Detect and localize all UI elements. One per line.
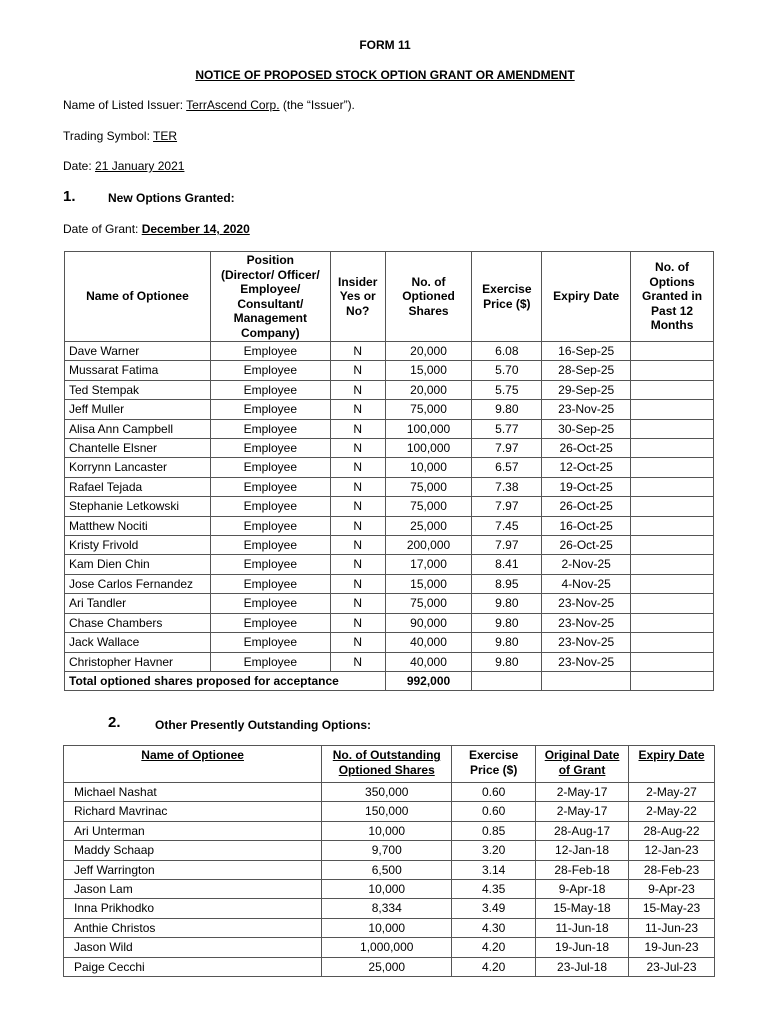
cell-position: Employee — [210, 380, 330, 399]
header-name: Name of Optionee — [65, 252, 211, 342]
cell-insider: N — [330, 497, 385, 516]
header-grant-date: Original Date of Grant — [536, 746, 629, 783]
trading-symbol: TER — [153, 129, 178, 143]
grant-date-value: December 14, 2020 — [141, 222, 250, 236]
cell-past — [631, 613, 714, 632]
table-row — [65, 361, 714, 380]
cell-past — [631, 477, 714, 496]
table-row — [64, 821, 715, 840]
table-row — [65, 516, 714, 535]
cell-price: 9.80 — [472, 652, 542, 671]
cell-grant: 2-May-17 — [536, 802, 629, 821]
table-header-row — [64, 746, 715, 783]
cell-past — [631, 361, 714, 380]
table-row — [65, 613, 714, 632]
cell-position: Employee — [210, 497, 330, 516]
cell-name: Christopher Havner — [65, 652, 211, 671]
cell-position: Employee — [210, 613, 330, 632]
cell-name: Kristy Frivold — [65, 536, 211, 555]
header-price: Exercise Price ($) — [452, 746, 536, 783]
table-row — [65, 400, 714, 419]
cell-expiry: 12-Oct-25 — [542, 458, 631, 477]
cell-position: Employee — [210, 516, 330, 535]
cell-name: Jason Lam — [64, 880, 322, 899]
issuer-line — [63, 98, 355, 112]
cell-shares: 25,000 — [322, 957, 452, 976]
header-expiry: Expiry Date — [629, 746, 715, 783]
cell-past — [631, 594, 714, 613]
cell-shares: 15,000 — [385, 361, 472, 380]
cell-insider: N — [330, 380, 385, 399]
table-row — [64, 860, 715, 879]
cell-insider: N — [330, 555, 385, 574]
cell-insider: N — [330, 652, 385, 671]
cell-grant: 19-Jun-18 — [536, 938, 629, 957]
cell-expiry: 28-Aug-22 — [629, 821, 715, 840]
grant-date-line — [63, 222, 250, 236]
cell-price: 9.80 — [472, 594, 542, 613]
cell-name: Ari Unterman — [64, 821, 322, 840]
cell-position: Employee — [210, 594, 330, 613]
cell-past — [631, 458, 714, 477]
cell-insider: N — [330, 400, 385, 419]
cell-name: Jeff Muller — [65, 400, 211, 419]
new-options-table — [64, 251, 714, 691]
cell-expiry: 9-Apr-23 — [629, 880, 715, 899]
cell-grant: 28-Aug-17 — [536, 821, 629, 840]
date-label: Date: — [63, 159, 96, 173]
cell-shares: 10,000 — [322, 880, 452, 899]
date-line — [63, 159, 184, 173]
cell-insider: N — [330, 516, 385, 535]
cell-position: Employee — [210, 439, 330, 458]
cell-expiry: 16-Sep-25 — [542, 342, 631, 361]
cell-shares: 6,500 — [322, 860, 452, 879]
header-shares: No. of Outstanding Optioned Shares — [322, 746, 452, 783]
table-row — [65, 574, 714, 593]
header-price: Exercise Price ($) — [472, 252, 542, 342]
table-header-row — [65, 252, 714, 342]
cell-position: Employee — [210, 555, 330, 574]
table-row — [64, 938, 715, 957]
cell-position: Employee — [210, 574, 330, 593]
grant-date-label: Date of Grant: — [63, 222, 142, 236]
total-label: Total optioned shares proposed for acceptance — [65, 671, 386, 690]
cell-shares: 10,000 — [322, 918, 452, 937]
section1-number: 1. — [63, 188, 76, 205]
cell-shares: 40,000 — [385, 633, 472, 652]
cell-name: Anthie Christos — [64, 918, 322, 937]
table-row — [65, 458, 714, 477]
cell-price: 3.49 — [452, 899, 536, 918]
cell-name: Jack Wallace — [65, 633, 211, 652]
cell-past — [631, 633, 714, 652]
table-row — [64, 918, 715, 937]
cell-name: Ted Stempak — [65, 380, 211, 399]
section2-title: Other Presently Outstanding Options: — [155, 718, 372, 732]
cell-price: 7.38 — [472, 477, 542, 496]
issuer-name: TerrAscend Corp. — [186, 98, 280, 112]
cell-expiry: 26-Oct-25 — [542, 536, 631, 555]
cell-name: Jason Wild — [64, 938, 322, 957]
cell-grant: 12-Jan-18 — [536, 841, 629, 860]
cell-insider: N — [330, 361, 385, 380]
section2-number: 2. — [108, 714, 121, 731]
cell-past — [631, 419, 714, 438]
cell-name: Matthew Nociti — [65, 516, 211, 535]
cell-insider: N — [330, 633, 385, 652]
cell-name: Michael Nashat — [64, 783, 322, 802]
cell-expiry: 26-Oct-25 — [542, 439, 631, 458]
cell-price: 7.97 — [472, 439, 542, 458]
cell-expiry: 2-May-27 — [629, 783, 715, 802]
cell-price: 9.80 — [472, 613, 542, 632]
cell-price: 8.95 — [472, 574, 542, 593]
cell-position: Employee — [210, 400, 330, 419]
cell-price: 4.20 — [452, 938, 536, 957]
cell-shares: 75,000 — [385, 400, 472, 419]
cell-past — [631, 439, 714, 458]
cell-expiry: 2-May-22 — [629, 802, 715, 821]
cell-grant: 2-May-17 — [536, 783, 629, 802]
cell-price: 0.60 — [452, 783, 536, 802]
cell-shares: 17,000 — [385, 555, 472, 574]
table-row — [65, 633, 714, 652]
cell-price: 0.60 — [452, 802, 536, 821]
cell-shares: 25,000 — [385, 516, 472, 535]
total-row — [65, 671, 714, 690]
cell-insider: N — [330, 574, 385, 593]
cell-grant: 15-May-18 — [536, 899, 629, 918]
cell-past — [631, 555, 714, 574]
cell-name: Paige Cecchi — [64, 957, 322, 976]
cell-shares: 90,000 — [385, 613, 472, 632]
table-row — [65, 477, 714, 496]
cell-shares: 75,000 — [385, 594, 472, 613]
cell-shares: 100,000 — [385, 439, 472, 458]
table-row — [65, 652, 714, 671]
cell-expiry: 12-Jan-23 — [629, 841, 715, 860]
issuer-suffix: (the “Issuer”). — [279, 98, 355, 112]
cell-price: 7.45 — [472, 516, 542, 535]
trading-label: Trading Symbol: — [63, 129, 154, 143]
cell-past — [631, 516, 714, 535]
cell-position: Employee — [210, 361, 330, 380]
cell-position: Employee — [210, 652, 330, 671]
cell-price: 0.85 — [452, 821, 536, 840]
cell-insider: N — [330, 594, 385, 613]
cell-expiry: 4-Nov-25 — [542, 574, 631, 593]
cell-price: 9.80 — [472, 400, 542, 419]
cell-name: Stephanie Letkowski — [65, 497, 211, 516]
cell-expiry: 19-Oct-25 — [542, 477, 631, 496]
table-row — [65, 497, 714, 516]
cell-shares: 20,000 — [385, 380, 472, 399]
cell-expiry: 30-Sep-25 — [542, 419, 631, 438]
table-row — [64, 880, 715, 899]
header-insider: Insider Yes or No? — [330, 252, 385, 342]
table-row — [64, 783, 715, 802]
notice-title: NOTICE OF PROPOSED STOCK OPTION GRANT OR AMENDMENT — [195, 68, 575, 82]
cell-shares: 350,000 — [322, 783, 452, 802]
cell-name: Richard Mavrinac — [64, 802, 322, 821]
cell-expiry: 23-Nov-25 — [542, 400, 631, 419]
cell-past — [631, 652, 714, 671]
cell-expiry: 15-May-23 — [629, 899, 715, 918]
cell-expiry: 23-Nov-25 — [542, 594, 631, 613]
cell-past — [631, 400, 714, 419]
form-title: FORM 11 — [359, 38, 411, 52]
cell-shares: 15,000 — [385, 574, 472, 593]
cell-shares: 100,000 — [385, 419, 472, 438]
cell-grant: 28-Feb-18 — [536, 860, 629, 879]
cell-name: Kam Dien Chin — [65, 555, 211, 574]
cell-price: 7.97 — [472, 497, 542, 516]
table-row — [65, 380, 714, 399]
header-name: Name of Optionee — [64, 746, 322, 783]
cell-shares: 10,000 — [385, 458, 472, 477]
cell-name: Chase Chambers — [65, 613, 211, 632]
cell-price: 5.70 — [472, 361, 542, 380]
table-row — [65, 555, 714, 574]
cell-expiry: 23-Nov-25 — [542, 652, 631, 671]
cell-price: 9.80 — [472, 633, 542, 652]
cell-expiry: 23-Nov-25 — [542, 633, 631, 652]
cell-position: Employee — [210, 458, 330, 477]
cell-price: 4.35 — [452, 880, 536, 899]
cell-insider: N — [330, 477, 385, 496]
table-row — [65, 439, 714, 458]
cell-past — [631, 497, 714, 516]
cell-expiry: 29-Sep-25 — [542, 380, 631, 399]
cell-expiry: 23-Nov-25 — [542, 613, 631, 632]
header-shares: No. of Optioned Shares — [385, 252, 472, 342]
table-row — [64, 957, 715, 976]
cell-price: 5.75 — [472, 380, 542, 399]
total-value: 992,000 — [385, 671, 472, 690]
cell-insider: N — [330, 536, 385, 555]
table-row — [65, 342, 714, 361]
cell-grant: 9-Apr-18 — [536, 880, 629, 899]
table-row — [64, 841, 715, 860]
cell-shares: 10,000 — [322, 821, 452, 840]
cell-position: Employee — [210, 342, 330, 361]
cell-price: 7.97 — [472, 536, 542, 555]
issuer-label: Name of Listed Issuer: — [63, 98, 187, 112]
cell-price: 5.77 — [472, 419, 542, 438]
cell-insider: N — [330, 458, 385, 477]
cell-shares: 20,000 — [385, 342, 472, 361]
cell-price: 4.20 — [452, 957, 536, 976]
cell-expiry: 16-Oct-25 — [542, 516, 631, 535]
cell-past — [631, 536, 714, 555]
cell-name: Mussarat Fatima — [65, 361, 211, 380]
cell-name: Jeff Warrington — [64, 860, 322, 879]
cell-expiry: 11-Jun-23 — [629, 918, 715, 937]
cell-position: Employee — [210, 419, 330, 438]
cell-shares: 40,000 — [385, 652, 472, 671]
cell-shares: 75,000 — [385, 497, 472, 516]
table-row — [64, 899, 715, 918]
cell-shares: 9,700 — [322, 841, 452, 860]
cell-expiry: 28-Feb-23 — [629, 860, 715, 879]
cell-position: Employee — [210, 536, 330, 555]
cell-price: 4.30 — [452, 918, 536, 937]
table-row — [64, 802, 715, 821]
cell-name: Jose Carlos Fernandez — [65, 574, 211, 593]
table-row — [65, 594, 714, 613]
cell-shares: 75,000 — [385, 477, 472, 496]
cell-expiry: 26-Oct-25 — [542, 497, 631, 516]
table-row — [65, 419, 714, 438]
cell-price: 3.20 — [452, 841, 536, 860]
cell-expiry: 19-Jun-23 — [629, 938, 715, 957]
cell-shares: 8,334 — [322, 899, 452, 918]
cell-price: 6.57 — [472, 458, 542, 477]
cell-insider: N — [330, 613, 385, 632]
cell-grant: 11-Jun-18 — [536, 918, 629, 937]
cell-price: 8.41 — [472, 555, 542, 574]
cell-name: Alisa Ann Campbell — [65, 419, 211, 438]
cell-name: Korrynn Lancaster — [65, 458, 211, 477]
cell-expiry: 23-Jul-23 — [629, 957, 715, 976]
cell-name: Inna Prikhodko — [64, 899, 322, 918]
cell-position: Employee — [210, 633, 330, 652]
cell-price: 6.08 — [472, 342, 542, 361]
cell-past — [631, 380, 714, 399]
cell-price: 3.14 — [452, 860, 536, 879]
cell-insider: N — [330, 439, 385, 458]
cell-name: Chantelle Elsner — [65, 439, 211, 458]
cell-shares: 150,000 — [322, 802, 452, 821]
table-row — [65, 536, 714, 555]
cell-name: Rafael Tejada — [65, 477, 211, 496]
cell-expiry: 28-Sep-25 — [542, 361, 631, 380]
cell-expiry: 2-Nov-25 — [542, 555, 631, 574]
cell-name: Ari Tandler — [65, 594, 211, 613]
trading-symbol-line — [63, 129, 177, 143]
cell-position: Employee — [210, 477, 330, 496]
cell-insider: N — [330, 419, 385, 438]
date-value: 21 January 2021 — [95, 159, 185, 173]
cell-insider: N — [330, 342, 385, 361]
cell-shares: 1,000,000 — [322, 938, 452, 957]
outstanding-options-table — [63, 745, 715, 977]
section1-title: New Options Granted: — [108, 191, 235, 205]
header-expiry: Expiry Date — [542, 252, 631, 342]
header-position: Position (Director/ Officer/ Employee/ Consultant/ Management Company) — [210, 252, 330, 342]
cell-past — [631, 342, 714, 361]
cell-grant: 23-Jul-18 — [536, 957, 629, 976]
cell-shares: 200,000 — [385, 536, 472, 555]
header-past-options: No. of Options Granted in Past 12 Months — [631, 252, 714, 342]
cell-past — [631, 574, 714, 593]
cell-name: Maddy Schaap — [64, 841, 322, 860]
cell-name: Dave Warner — [65, 342, 211, 361]
